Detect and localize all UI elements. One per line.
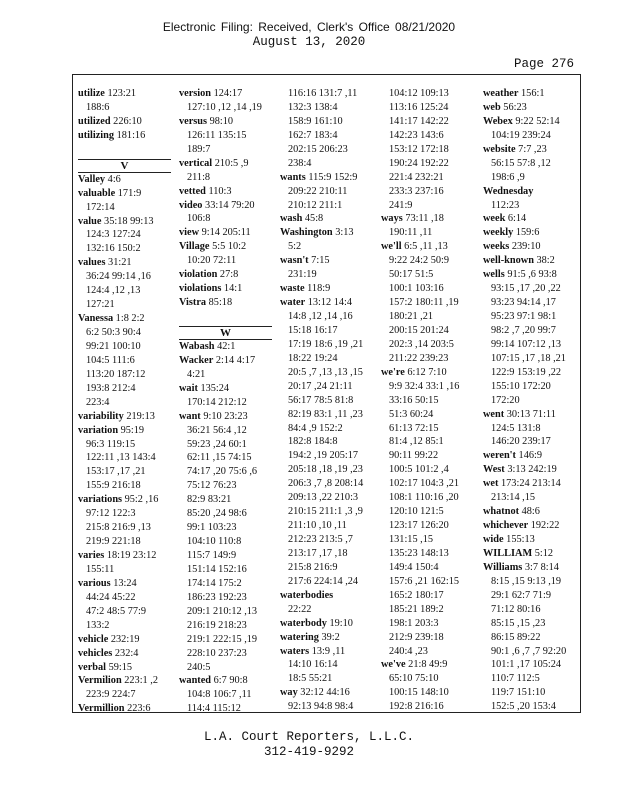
index-entry: 82:9 83:21	[187, 494, 232, 506]
index-entry: Wednesday	[483, 185, 534, 197]
index-entry: wide 155:13	[483, 534, 535, 545]
index-entry: went 30:13 71:11	[483, 408, 556, 420]
index-entry: weather 156:1	[483, 88, 545, 99]
index-entry: 172:20	[491, 394, 520, 406]
index-entry: 101:1 ,17 105:24	[491, 659, 562, 671]
index-entry: 107:15 ,17 ,18 ,21	[491, 352, 566, 364]
index-entry: 186:23 192:23	[187, 591, 247, 603]
index-entry: 193:8 212:4	[86, 382, 136, 394]
index-entry: 155:11	[86, 563, 115, 575]
index-entry: 153:17 ,17 ,21	[86, 466, 146, 478]
index-entry: 56:17 78:5 81:8	[288, 394, 354, 406]
index-entry: 123:17 126:20	[389, 520, 449, 532]
index-entry: 99:1 103:23	[187, 522, 237, 534]
index-entry: vehicles 232:4	[78, 647, 139, 659]
index-entry: various 13:24	[78, 577, 137, 589]
index-entry: 115:7 149:9	[187, 550, 237, 561]
index-entry: 209:13 ,22 210:3	[288, 492, 359, 504]
index-entry: web 56:23	[483, 101, 527, 113]
blank-line	[78, 143, 171, 157]
index-entry: variation 95:19	[78, 424, 145, 436]
index-entry: 97:12 122:3	[86, 508, 136, 520]
index-entry: 215:8 216:9 ,13	[86, 522, 151, 534]
index-entry: 81:4 ,12 85:1	[389, 436, 444, 448]
index-entry: 223:4	[86, 396, 110, 408]
index-entry: wash 45:8	[280, 213, 324, 225]
index-entry: 33:16 50:15	[389, 394, 439, 406]
index-entry: 198:1 203:3	[389, 617, 439, 629]
index-entry: 206:3 ,7 ,8 208:14	[288, 478, 364, 490]
index-entry: utilized 226:10	[78, 115, 142, 127]
index-entry: 50:17 51:5	[389, 269, 434, 281]
index-entry: 219:9 221:18	[86, 536, 141, 548]
index-entry: view 9:14 205:11	[179, 227, 251, 239]
index-entry: 99:14 107:12 ,13	[491, 338, 562, 350]
index-entry: 104:12 109:13	[389, 88, 449, 99]
section-letter: V	[78, 159, 171, 173]
index-entry: 133:2	[86, 619, 110, 631]
index-entry: violations 14:1	[179, 283, 243, 295]
index-entry: 127:10 ,12 ,14 ,19	[187, 101, 262, 113]
index-entry: 219:1 222:15 ,19	[187, 633, 258, 645]
filing-stamp: Electronic Filing: Received, Clerk's Office 08/21/2020	[162, 20, 456, 34]
index-entry: 104:19 239:24	[491, 129, 551, 141]
index-entry: Webex 9:22 52:14	[483, 115, 560, 127]
index-entry: 153:12 172:18	[389, 143, 449, 155]
index-entry: 51:3 60:24	[389, 408, 434, 420]
index-entry: 210:12 211:1	[288, 199, 343, 211]
index-entry: 9:9 32:4 33:1 ,16	[389, 380, 460, 392]
index-entry: version 124:17	[179, 88, 243, 99]
index-entry: 18:22 19:24	[288, 352, 338, 364]
index-entry: 10:20 72:11	[187, 255, 237, 267]
index-entry: 215:8 216:9	[288, 561, 338, 573]
index-entry: 190:11 ,11	[389, 227, 433, 239]
index-entry: 102:17 104:3 ,21	[389, 478, 460, 490]
index-entry: 75:12 76:23	[187, 480, 237, 492]
index-entry: 100:1 103:16	[389, 283, 444, 295]
index-entry: 124:4 ,12 ,13	[86, 285, 141, 297]
index-entry: 209:1 210:12 ,13	[187, 605, 258, 617]
index-entry: 172:14	[86, 201, 115, 213]
index-entry: variations 95:2 ,16	[78, 494, 159, 506]
index-entry: 212:23 213:5 ,7	[288, 534, 353, 545]
index-entry: 119:7 151:10	[491, 687, 546, 699]
index-entry: 29:1 62:7 71:9	[491, 589, 552, 601]
index-entry: 20:5 ,7 ,13 ,13 ,15	[288, 366, 363, 378]
index-entry: Vermilion 223:1 ,2	[78, 675, 158, 687]
index-entry: 157:6 ,21 162:15	[389, 575, 460, 587]
index-entry: 190:24 192:22	[389, 157, 449, 169]
index-entry: 132:3 138:4	[288, 101, 338, 113]
index-entry: versus 98:10	[179, 115, 234, 127]
index-entry: vertical 210:5 ,9	[179, 157, 249, 169]
index-entry: wells 91:5 ,6 93:8	[483, 269, 557, 281]
index-entry: 93:15 ,17 ,20 ,22	[491, 283, 561, 295]
index-entry: 36:21 56:4 ,12	[187, 424, 247, 436]
index-entry: 9:22 24:2 50:9	[389, 255, 450, 267]
index-entry: 146:20 239:17	[491, 436, 551, 448]
index-entry: 231:19	[288, 269, 317, 281]
index-entry: 85:20 ,24 98:6	[187, 508, 247, 520]
index-entry: 85:15 ,15 ,23	[491, 617, 546, 629]
index-entry: Vanessa 1:8 2:2	[78, 313, 145, 325]
index-entry: 36:24 99:14 ,16	[86, 271, 151, 283]
index-entry: well-known 38:2	[483, 255, 555, 267]
index-entry: 152:5 ,20 153:4	[491, 701, 556, 713]
index-entry: 189:7	[187, 143, 211, 155]
index-entry: 95:23 97:1 98:1	[491, 311, 557, 322]
index-entry: 180:21 ,21	[389, 311, 434, 322]
index-entry: 213:17 ,17 ,18	[288, 547, 348, 559]
index-entry: 127:21	[86, 299, 115, 311]
index-entry: 6:2 50:3 90:4	[86, 327, 141, 338]
index-column-2	[179, 87, 272, 716]
index-entry: 92:13 94:8 98:4	[288, 701, 354, 713]
index-entry: 216:19 218:23	[187, 619, 247, 631]
index-entry: watering 39:2	[280, 631, 340, 643]
index-entry: water 13:12 14:4	[280, 297, 353, 309]
index-entry: 122:11 ,13 143:4	[86, 452, 156, 464]
index-entry: video 33:14 79:20	[179, 199, 255, 211]
index-entry: 233:3 237:16	[389, 185, 444, 197]
index-entry: 126:11 135:15	[187, 129, 247, 141]
index-entry: waters 13:9 ,11	[280, 645, 346, 657]
index-entry: 62:11 ,15 74:15	[187, 452, 252, 464]
index-entry: 135:23 148:13	[389, 547, 449, 559]
section-letter: W	[179, 326, 272, 340]
index-entry: wet 173:24 213:14	[483, 478, 561, 490]
index-entry: 93:23 94:14 ,17	[491, 297, 556, 309]
index-entry: 149:4 150:4	[389, 561, 439, 573]
index-entry: WILLIAM 5:12	[483, 547, 554, 559]
index-entry: utilize 123:21	[78, 88, 137, 99]
index-entry: 106:8	[187, 213, 211, 225]
reporter-name: L.A. Court Reporters, L.L.C.	[203, 730, 415, 744]
index-entry: 90:11 99:22	[389, 450, 439, 462]
index-entry: 200:15 201:24	[389, 324, 449, 336]
index-entry: wasn't 7:15	[280, 255, 330, 267]
index-entry: Village 5:5 10:2	[179, 241, 247, 253]
index-entry: 202:15 206:23	[288, 143, 348, 155]
index-entry: 223:9 224:7	[86, 689, 136, 701]
index-entry: 14:10 16:14	[288, 659, 338, 671]
index-entry: variability 219:13	[78, 410, 155, 422]
index-entry: 5:2	[288, 241, 302, 253]
index-entry: 61:13 72:15	[389, 422, 439, 434]
index-entry: 141:17 142:22	[389, 115, 449, 127]
index-entry: 114:4 115:12	[187, 703, 241, 715]
index-entry: 116:16 131:7 ,11	[288, 88, 358, 99]
index-entry: 47:2 48:5 77:9	[86, 605, 147, 617]
index-entry: 162:7 183:4	[288, 129, 338, 141]
index-entry: 182:8 184:8	[288, 436, 338, 448]
index-entry: weren't 146:9	[483, 450, 543, 462]
index-entry: 188:6	[86, 101, 110, 113]
index-entry: West 3:13 242:19	[483, 464, 557, 476]
index-entry: 113:16 125:24	[389, 101, 449, 113]
index-entry: waste 118:9	[280, 283, 331, 295]
index-entry: 124:3 127:24	[86, 229, 141, 241]
index-entry: 131:15 ,15	[389, 534, 434, 545]
index-entry: 59:23 ,24 60:1	[187, 438, 247, 450]
word-index-frame	[72, 74, 581, 713]
index-entry: 86:15 89:22	[491, 631, 541, 643]
index-entry: 96:3 119:15	[86, 438, 136, 450]
index-entry: valuable 171:9	[78, 187, 142, 199]
index-entry: 124:5 131:8	[491, 422, 541, 434]
index-entry: 211:10 ,10 ,11	[288, 520, 347, 532]
index-entry: 122:9 153:19 ,22	[491, 366, 562, 378]
index-entry: 112:23	[491, 199, 520, 211]
index-entry: 155:10 172:20	[491, 380, 551, 392]
index-entry: 240:4 ,23	[389, 645, 428, 657]
index-entry: 14:8 ,12 ,14 ,16	[288, 311, 353, 322]
index-entry: 74:17 ,20 75:6 ,6	[187, 466, 258, 478]
index-entry: 98:2 ,7 ,20 99:7	[491, 324, 556, 336]
index-entry: we're 6:12 7:10	[381, 366, 447, 378]
index-entry: value 35:18 99:13	[78, 215, 154, 227]
index-entry: 104:8 106:7 ,11	[187, 689, 252, 701]
index-entry: waterbodies	[280, 589, 334, 601]
index-entry: 113:20 187:12	[86, 368, 146, 380]
index-column-5	[483, 87, 576, 714]
index-entry: violation 27:8	[179, 269, 239, 281]
index-entry: 158:9 161:10	[288, 115, 343, 127]
index-entry: vehicle 232:19	[78, 633, 140, 645]
index-entry: 44:24 45:22	[86, 591, 136, 603]
index-entry: 99:21 100:10	[86, 340, 141, 352]
index-entry: 157:2 180:11 ,19	[389, 297, 459, 309]
index-entry: 8:15 ,15 9:13 ,19	[491, 575, 562, 587]
filing-date: August 13, 2020	[252, 35, 366, 49]
index-entry: 65:10 75:10	[389, 673, 439, 685]
index-entry: 210:15 211:1 ,3 ,9	[288, 506, 363, 518]
index-entry: week 6:14	[483, 213, 527, 225]
index-entry: 104:5 111:6	[86, 354, 135, 366]
index-entry: Wabash 42:1	[179, 340, 236, 352]
index-entry: utilizing 181:16	[78, 129, 146, 141]
index-entry: 211:8	[187, 171, 211, 183]
index-entry: 20:17 ,24 21:11	[288, 380, 353, 392]
index-entry: 165:2 180:17	[389, 589, 444, 601]
index-entry: verbal 59:15	[78, 661, 133, 673]
index-entry: 104:10 110:8	[187, 536, 242, 548]
index-entry: whichever 192:22	[483, 520, 560, 532]
index-entry: we'll 6:5 ,11 ,13	[381, 241, 448, 253]
index-entry: wait 135:24	[179, 382, 230, 394]
index-entry: varies 18:19 23:12	[78, 550, 157, 561]
index-entry: 217:6 224:14 ,24	[288, 575, 359, 587]
index-entry: 90:1 ,6 ,7 ,7 92:20	[491, 645, 567, 657]
index-entry: way 32:12 44:16	[280, 687, 350, 699]
index-entry: weeks 239:10	[483, 241, 541, 253]
index-entry: 142:23 143:6	[389, 129, 444, 141]
index-entry: 110:7 112:5	[491, 673, 540, 685]
index-entry: 151:14 152:16	[187, 563, 247, 575]
index-entry: 192:8 216:16	[389, 701, 444, 713]
index-entry: wanted 6:7 90:8	[179, 675, 248, 687]
blank-line	[179, 310, 272, 324]
index-entry: Wacker 2:14 4:17	[179, 354, 256, 366]
index-entry: 84:4 ,9 152:2	[288, 422, 343, 434]
index-entry: 4:21	[187, 368, 206, 380]
index-entry: Williams 3:7 8:14	[483, 561, 559, 573]
index-entry: want 9:10 23:23	[179, 410, 248, 422]
index-entry: 241:9	[389, 199, 413, 211]
index-entry: Washington 3:13	[280, 227, 354, 239]
index-entry: vetted 110:3	[179, 185, 232, 197]
index-entry: 212:9 239:18	[389, 631, 444, 643]
index-entry: 108:1 110:16 ,20	[389, 492, 459, 504]
index-entry: waterbody 19:10	[280, 617, 353, 629]
index-entry: we've 21:8 49:9	[381, 659, 448, 671]
index-entry: wants 115:9 152:9	[280, 171, 358, 183]
index-column-1	[78, 87, 171, 716]
index-entry: 240:5	[187, 661, 211, 673]
index-entry: 155:9 216:18	[86, 480, 141, 492]
index-entry: 82:19 83:1 ,11 ,23	[288, 408, 363, 420]
index-column-4	[381, 87, 474, 714]
index-entry: Vermillion 223:6	[78, 703, 151, 715]
index-entry: 100:5 101:2 ,4	[389, 464, 449, 476]
index-entry: 22:22	[288, 603, 312, 615]
index-entry: 198:6 ,9	[491, 171, 525, 183]
index-entry: 120:10 121:5	[389, 506, 444, 518]
index-entry: 211:22 239:23	[389, 352, 449, 364]
index-column-3	[280, 87, 373, 714]
index-entry: 170:14 212:12	[187, 396, 247, 408]
index-entry: 17:19 18:6 ,19 ,21	[288, 338, 364, 350]
reporter-phone: 312-419-9292	[263, 745, 354, 759]
index-entry: ways 73:11 ,18	[381, 213, 444, 225]
index-entry: 194:2 ,19 205:17	[288, 450, 359, 462]
index-entry: Vistra 85:18	[179, 297, 233, 309]
index-entry: 202:3 ,14 203:5	[389, 338, 454, 350]
index-entry: Valley 4:6	[78, 173, 121, 185]
index-entry: 209:22 210:11	[288, 185, 348, 197]
page-number: Page 276	[513, 57, 574, 71]
index-entry: values 31:21	[78, 257, 132, 269]
index-entry: 213:14 ,15	[491, 492, 536, 504]
index-entry: 132:16 150:2	[86, 243, 141, 255]
index-entry: weekly 159:6	[483, 227, 540, 239]
index-entry: website 7:7 ,23	[483, 143, 547, 155]
index-entry: 71:12 80:16	[491, 603, 541, 615]
index-entry: whatnot 48:6	[483, 506, 540, 518]
index-entry: 205:18 ,18 ,19 ,23	[288, 464, 363, 476]
index-entry: 185:21 189:2	[389, 603, 444, 615]
index-entry: 15:18 16:17	[288, 324, 338, 336]
index-entry: 100:15 148:10	[389, 687, 449, 699]
index-entry: 228:10 237:23	[187, 647, 247, 659]
index-entry: 56:15 57:8 ,12	[491, 157, 551, 169]
index-entry: 238:4	[288, 157, 312, 169]
index-entry: 221:4 232:21	[389, 171, 444, 183]
index-entry: 174:14 175:2	[187, 577, 242, 589]
index-entry: 18:5 55:21	[288, 673, 333, 685]
